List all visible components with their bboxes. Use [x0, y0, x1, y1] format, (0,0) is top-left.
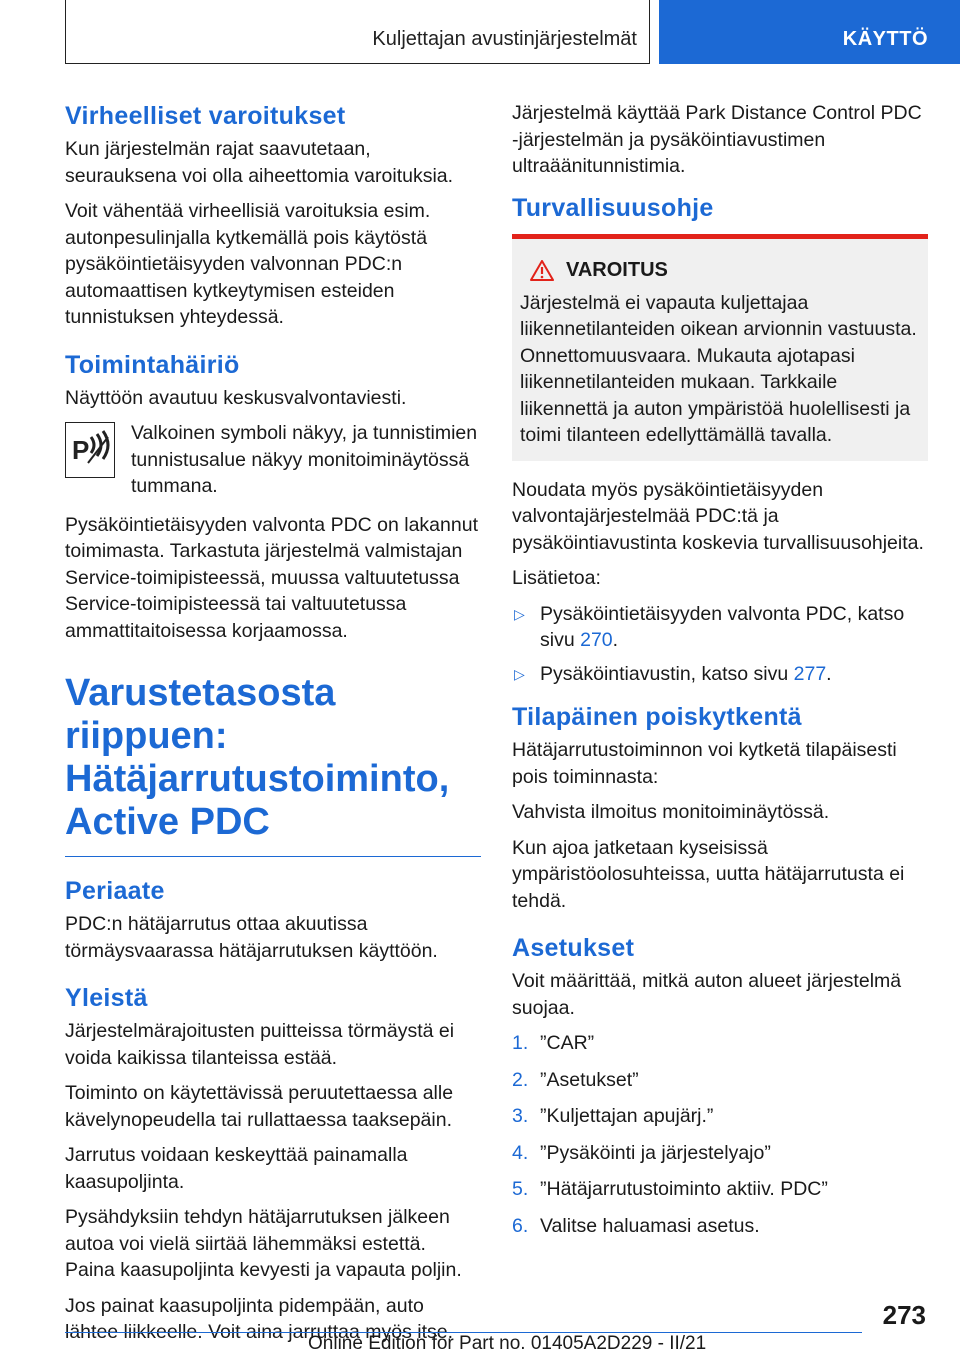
bullet-arrow-icon: ▷ [514, 665, 525, 682]
step-item [512, 1103, 928, 1130]
paragraph: Pysähdyksiin tehdyn hätäjarrutuksen jälkeen autoa voi vielä siirtää lähemmäksi estettä. Paina kaasupoljinta kevyesti ja vapauta poljin. [65, 1206, 462, 1281]
heading-temporary-off: Tilapäinen poiskytkentä [512, 703, 802, 731]
left-column [65, 100, 481, 1355]
page-number: 273 [882, 1300, 926, 1330]
step-number: 5. [512, 1178, 529, 1200]
paragraph: Pysäköintietäisyyden valvonta PDC on lakannut toimimasta. Tarkastuta järjestelmä valmistajan Service-toimipisteessä, muussa valtuutetussa Service-toimipisteessä tai valtuutetussa ammattitaitoisessa korjaamossa. [65, 513, 478, 642]
paragraph: Voit määrittää, mitkä auton alueet järjestelmä suojaa. [512, 970, 902, 1019]
step-item [512, 1213, 928, 1240]
paragraph: Järjestelmärajoitusten puitteissa törmäystä ei voida kaikissa tilanteissa estää. [65, 1020, 455, 1069]
paragraph: Kun järjestelmän rajat saavutetaan, seurauksena voi olla aiheettomia varoituksia. [65, 138, 454, 187]
list-item [512, 661, 928, 688]
heading-general: Yleistä [65, 984, 148, 1012]
paragraph: Voit vähentää virheellisiä varoituksia esim. autonpesulinjalla kytkemällä pois käytöstä pysäköintietäisyyden valvonnan PDC:n automaattisen kytkeytymisen esteiden tunnistuksen yhteydessä. [65, 200, 431, 328]
step-item [512, 1176, 928, 1203]
chapter-heading-line-2: Hätäjarrutustoiminto, [65, 758, 450, 800]
paragraph: Vahvista ilmoitus monitoiminäytössä. [512, 801, 830, 823]
step-text: Valitse haluamasi asetus. [540, 1214, 760, 1237]
chapter-heading-line-3: Active PDC [65, 801, 270, 843]
list-item [512, 601, 928, 654]
heading-principle: Periaate [65, 877, 165, 905]
paragraph: PDC:n hätäjarrutus ottaa akuutissa törmäysvaarassa hätäjarrutuksen käyttöön. [65, 913, 438, 962]
header-chapter-tab [659, 0, 960, 64]
paragraph: Näyttöön avautuu keskusvalvontaviesti. [65, 386, 407, 409]
heading-malfunction: Toimintahäiriö [65, 350, 240, 379]
bullet-arrow-icon: ▷ [514, 605, 525, 622]
step-text: ”CAR” [540, 1032, 595, 1054]
heading-safety: Turvallisuusohje [512, 193, 714, 222]
page-link[interactable]: 270 [580, 629, 613, 651]
paragraph: Jarrutus voidaan keskeyttää painamalla kaasupoljinta. [65, 1144, 408, 1193]
pdc-malfunction-icon [65, 422, 115, 478]
paragraph: Noudata myös pysäköintietäisyyden valvontajärjestelmää PDC:tä ja pysäköintiavustinta koskevia turvallisuusohjeita. [512, 478, 924, 554]
step-text: ”Pysäköinti ja järjestelyajo” [540, 1141, 771, 1164]
paragraph: Hätäjarrutustoiminnon voi kytketä tilapäisesti pois toiminnasta: [512, 739, 897, 788]
step-number: 3. [512, 1105, 529, 1127]
header-section-box [65, 0, 650, 64]
paragraph: Järjestelmä käyttää Park Distance Control PDC -järjestelmän ja pysäköintiavustimen ultraäänitunnistimia. [512, 102, 922, 177]
warning-header [530, 259, 920, 282]
step-number: 4. [512, 1141, 529, 1164]
list-item-text: Pysäköintietäisyyden valvonta PDC, katso sivu 270. [540, 602, 905, 651]
step-number: 2. [512, 1068, 529, 1091]
paragraph: Toiminto on käytettävissä peruutettaessa alle kävelynopeudella tai rullattaessa taaksepäin. [65, 1082, 454, 1131]
heading-false-warnings: Virheelliset varoitukset [65, 102, 346, 130]
svg-text:P: P [72, 435, 90, 465]
step-text: ”Asetukset” [540, 1068, 639, 1091]
warning-title: VAROITUS [566, 258, 668, 281]
list-item-text: Pysäköintiavustin, katso sivu 277. [540, 662, 832, 685]
step-text: ”Hätäjarrutustoiminto aktiiv. PDC” [540, 1178, 828, 1200]
footer-edition: Online Edition for Part no. 01405A2D229 - II/21 [308, 1333, 707, 1354]
paragraph: Lisätietoa: [512, 567, 601, 589]
chapter-heading [65, 672, 481, 844]
page-link[interactable]: 277 [793, 662, 827, 685]
step-item [512, 1030, 928, 1057]
pdc-symbol-description: Valkoinen symboli näkyy, ja tunnistimien tunnistusalue näkyy monitoiminäytössä tummana. [131, 422, 478, 497]
step-number: 6. [512, 1214, 529, 1237]
reference-list [512, 601, 928, 688]
settings-steps [512, 1030, 928, 1239]
warning-box [512, 234, 928, 461]
step-number: 1. [512, 1032, 529, 1054]
header-chapter-label: KÄYTTÖ [842, 28, 928, 50]
heading-settings: Asetukset [512, 934, 635, 962]
step-item [512, 1140, 928, 1167]
right-column [512, 100, 928, 1249]
chapter-heading-rule [65, 856, 481, 857]
pdc-symbol-row [65, 420, 481, 500]
warning-text: Järjestelmä ei vapauta kuljettajaa liikennetilanteiden oikean arvionnin vastuusta. Onnettomuusvaara. Mukauta ajotapasi liikennetilanteiden mukaan. Tarkkaile liikennettä ja auton ympäristöä huolellisesti ja toimi tilanteen edellyttämällä tavalla. [520, 291, 917, 446]
step-text: ”Kuljettajan apujärj.” [540, 1105, 714, 1127]
step-item [512, 1067, 928, 1094]
header-section-title: Kuljettajan avustinjärjestelmät [372, 28, 637, 50]
chapter-heading-line-1: Varustetasosta riippuen: [65, 672, 336, 757]
paragraph: Kun ajoa jatketaan kyseisissä ympäristöolosuhteissa, uutta hätäjarrutusta ei tehdä. [512, 836, 905, 912]
paragraph: Jos painat kaasupoljinta pidempään, auto lähtee liikkeelle. Voit aina jarruttaa myös itse. [65, 1294, 454, 1343]
warning-triangle-icon [530, 260, 554, 281]
